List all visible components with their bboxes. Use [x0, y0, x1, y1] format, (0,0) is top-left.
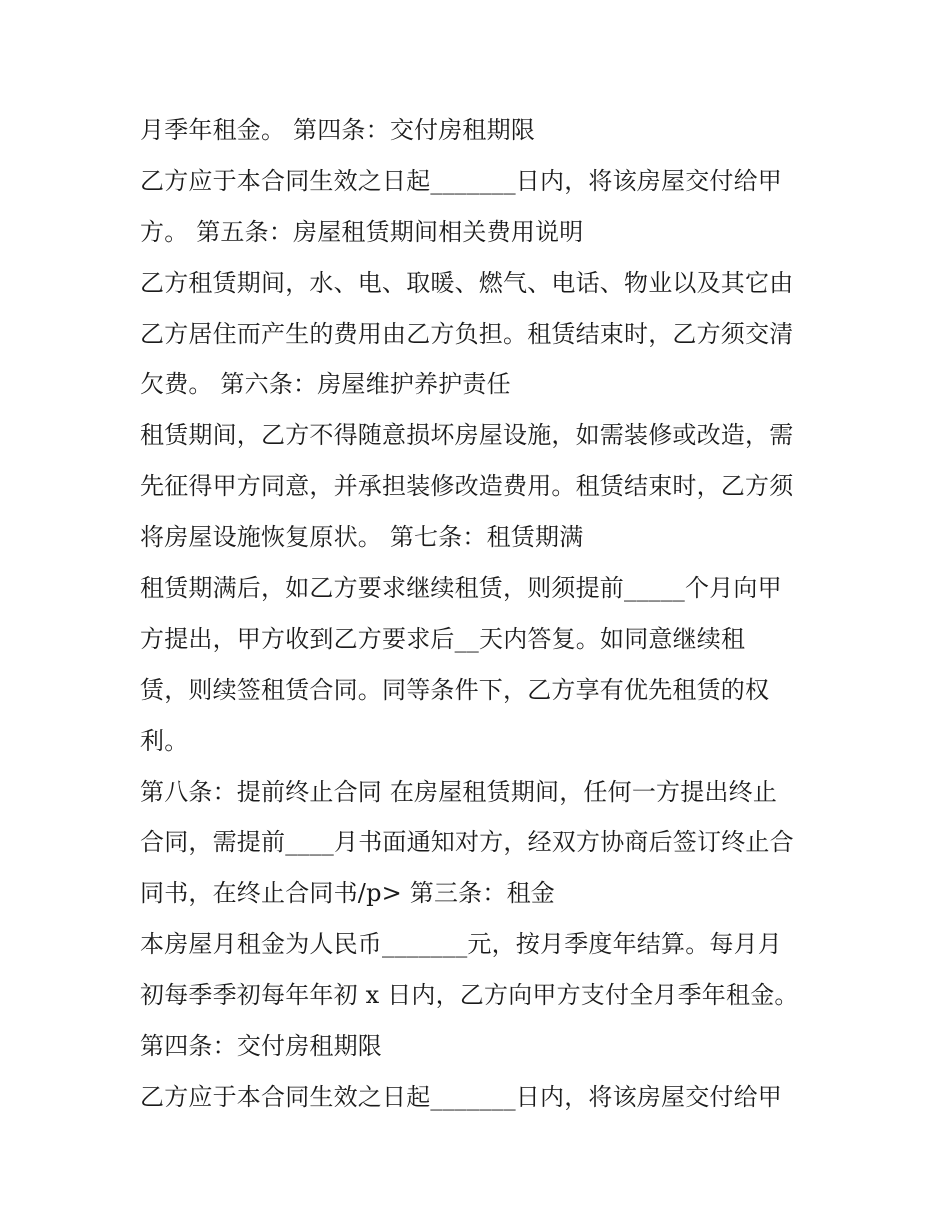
text-line: 欠费。 第六条：房屋维护养护责任 — [140, 370, 511, 399]
text-line: 方提出，甲方收到乙方要求后__天内答复。如同意继续租 — [140, 624, 746, 653]
text-line: 方。 第五条：房屋租赁期间相关费用说明 — [140, 217, 584, 246]
text-line: 本房屋月租金为人民币_______元，按月季度年结算。每月月 — [140, 930, 782, 959]
text-line: 同书，在终止合同书/p> 第三条：租金 — [140, 879, 555, 908]
text-line: 合同，需提前____月书面通知对方，经双方协商后签订终止合 — [140, 828, 794, 857]
text-line: 乙方租赁期间，水、电、取暖、燃气、电话、物业以及其它由 — [140, 268, 794, 297]
text-line: 乙方应于本合同生效之日起_______日内，将该房屋交付给甲 — [140, 1082, 782, 1111]
text-line: 利。 — [140, 726, 189, 755]
text-line: 初每季季初每年年初 x 日内，乙方向甲方支付全月季年租金。 — [140, 981, 799, 1010]
text-line: 租赁期满后，如乙方要求继续租赁，则须提前_____个月向甲 — [140, 574, 782, 603]
text-line: 赁，则续签租赁合同。同等条件下，乙方享有优先租赁的权 — [140, 675, 770, 704]
text-line: 乙方居住而产生的费用由乙方负担。租赁结束时，乙方须交清 — [140, 319, 794, 348]
text-line: 租赁期间，乙方不得随意损坏房屋设施，如需装修或改造，需 — [140, 421, 794, 450]
text-line: 第八条：提前终止合同 在房屋租赁期间，任何一方提出终止 — [140, 777, 778, 806]
text-line: 先征得甲方同意，并承担装修改造费用。租赁结束时，乙方须 — [140, 472, 794, 501]
text-line: 乙方应于本合同生效之日起_______日内，将该房屋交付给甲 — [140, 166, 782, 195]
text-line: 第四条：交付房租期限 — [140, 1032, 382, 1061]
document-body — [140, 105, 830, 1123]
text-line: 将房屋设施恢复原状。 第七条：租赁期满 — [140, 523, 584, 552]
text-line: 月季年租金。 第四条：交付房租期限 — [140, 116, 536, 144]
